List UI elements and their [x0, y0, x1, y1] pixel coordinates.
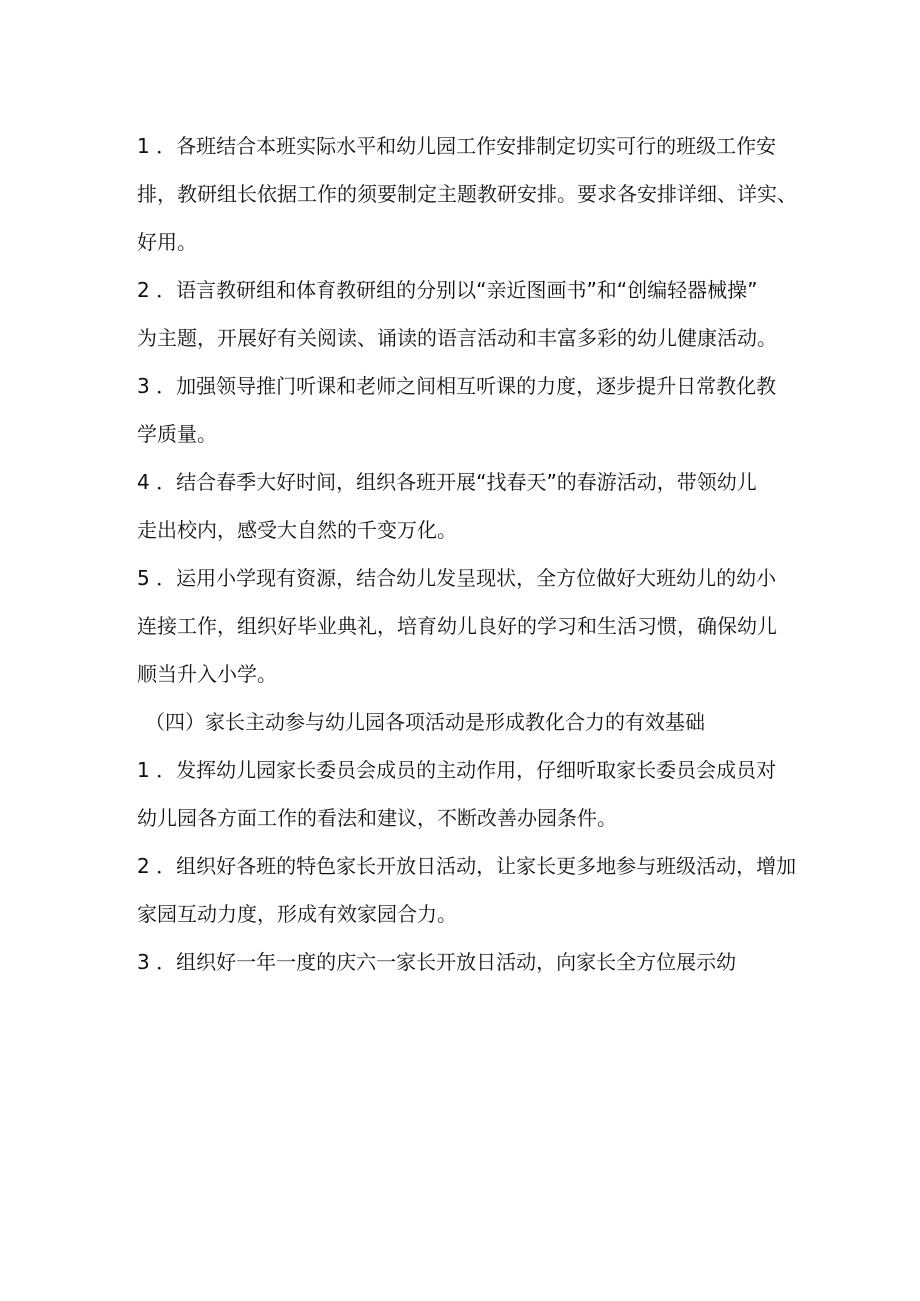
paragraph-5-line-3: 顺当升入小学。: [137, 662, 277, 686]
paragraph-3-line-1: 3 ．加强领导推门听课和老师之间相互听课的力度，逐步提升日常教化教: [137, 374, 777, 398]
paragraph-1-line-2: 排，教研组长依据工作的须要制定主题教研安排。要求各安排详细、详实、: [137, 182, 797, 206]
paragraph-3-line-2: 学质量。: [137, 422, 217, 446]
paragraph-1-line-3: 好用。: [137, 230, 197, 254]
paragraph-6-line-2: 幼儿园各方面工作的看法和建议，不断改善办园条件。: [137, 806, 617, 830]
paragraph-2-line-1: 2 ．语言教研组和体育教研组的分别以“亲近图画书”和“创编轻器械操”: [137, 278, 758, 302]
paragraph-6-line-1: 1 ．发挥幼儿园家长委员会成员的主动作用，仔细听取家长委员会成员对: [137, 758, 777, 782]
document-body: [137, 122, 805, 986]
paragraph-5-line-1: 5 ．运用小学现有资源，结合幼儿发呈现状，全方位做好大班幼儿的幼小: [137, 566, 777, 590]
paragraph-2-line-2: 为主题，开展好有关阅读、诵读的语言活动和丰富多彩的幼儿健康活动。: [137, 326, 777, 350]
paragraph-5-line-2: 连接工作，组织好毕业典礼，培育幼儿良好的学习和生活习惯，确保幼儿: [137, 614, 777, 638]
paragraph-7-line-1: 2 ．组织好各班的特色家长开放日活动，让家长更多地参与班级活动，增加: [137, 854, 797, 878]
paragraph-1-line-1: 1 ．各班结合本班实际水平和幼儿园工作安排制定切实可行的班级工作安: [137, 134, 777, 158]
paragraph-4-line-1: 4 ．结合春季大好时间，组织各班开展“找春天”的春游活动，带领幼儿: [137, 470, 757, 494]
section-heading: （四）家长主动参与幼儿园各项活动是形成教化合力的有效基础: [145, 710, 705, 734]
paragraph-7-line-2: 家园互动力度，形成有效家园合力。: [137, 902, 457, 926]
paragraph-8-line-1: 3 ．组织好一年一度的庆六一家长开放日活动，向家长全方位展示幼: [137, 950, 737, 974]
paragraph-4-line-2: 走出校内，感受大自然的千变万化。: [137, 518, 457, 542]
